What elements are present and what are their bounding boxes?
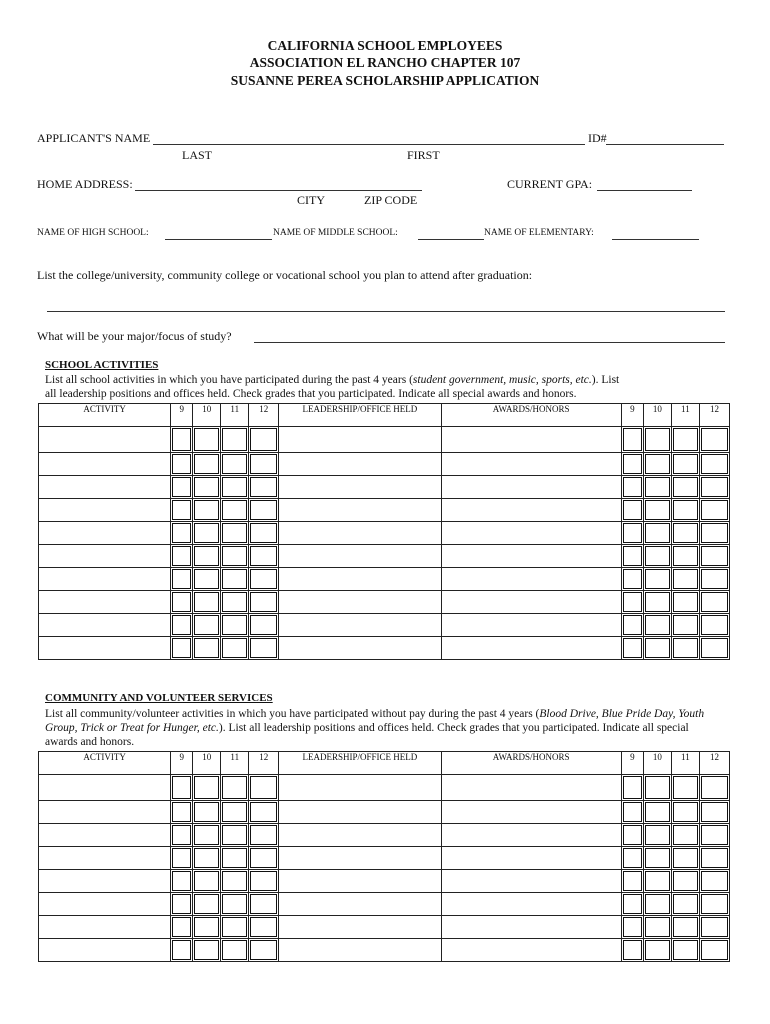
awards-grade-11-header: 11 bbox=[671, 404, 699, 427]
grade-checkbox[interactable] bbox=[193, 939, 221, 962]
grade-checkbox[interactable] bbox=[671, 591, 699, 614]
grade-checkbox[interactable] bbox=[699, 545, 729, 568]
grade-checkbox[interactable] bbox=[193, 427, 221, 453]
grade-checkbox[interactable] bbox=[621, 801, 643, 824]
leadership-header: LEADERSHIP/OFFICE HELD bbox=[279, 752, 441, 775]
grade-checkbox[interactable] bbox=[643, 453, 671, 476]
leadership-cell[interactable] bbox=[279, 916, 441, 939]
community-services-table bbox=[38, 751, 730, 962]
grade-checkbox[interactable] bbox=[221, 568, 249, 591]
grade-checkbox[interactable] bbox=[171, 801, 193, 824]
grade-checkbox[interactable] bbox=[699, 893, 729, 916]
activity-cell[interactable] bbox=[39, 568, 171, 591]
grade-checkbox[interactable] bbox=[671, 939, 699, 962]
grade-checkbox[interactable] bbox=[249, 801, 279, 824]
table-row bbox=[39, 824, 730, 847]
grade-checkbox[interactable] bbox=[699, 637, 729, 660]
activity-cell[interactable] bbox=[39, 916, 171, 939]
grade-checkbox[interactable] bbox=[171, 427, 193, 453]
grade-checkbox[interactable] bbox=[249, 870, 279, 893]
activity-cell[interactable] bbox=[39, 545, 171, 568]
grade-checkbox[interactable] bbox=[699, 453, 729, 476]
grade-checkbox[interactable] bbox=[171, 568, 193, 591]
grade-checkbox[interactable] bbox=[671, 916, 699, 939]
leadership-cell[interactable] bbox=[279, 939, 441, 962]
grade-checkbox[interactable] bbox=[621, 893, 643, 916]
form-title-line-1: CALIFORNIA SCHOOL EMPLOYEES bbox=[267, 38, 503, 53]
grade-checkbox[interactable] bbox=[171, 499, 193, 522]
grade-checkbox[interactable] bbox=[193, 916, 221, 939]
grade-checkbox[interactable] bbox=[249, 939, 279, 962]
grade-checkbox[interactable] bbox=[171, 591, 193, 614]
grade-checkbox[interactable] bbox=[171, 545, 193, 568]
grade-checkbox[interactable] bbox=[643, 476, 671, 499]
grade-checkbox[interactable] bbox=[699, 939, 729, 962]
applicant-name-label: APPLICANT'S NAME bbox=[37, 131, 151, 145]
grade-checkbox[interactable] bbox=[249, 847, 279, 870]
grade-checkbox[interactable] bbox=[249, 824, 279, 847]
grade-11-header: 11 bbox=[221, 404, 249, 427]
table-row bbox=[39, 637, 730, 660]
leadership-cell[interactable] bbox=[279, 637, 441, 660]
leadership-cell[interactable] bbox=[279, 591, 441, 614]
grade-checkbox[interactable] bbox=[249, 637, 279, 660]
grade-checkbox[interactable] bbox=[221, 427, 249, 453]
grade-checkbox[interactable] bbox=[193, 453, 221, 476]
awards-cell[interactable] bbox=[441, 637, 621, 660]
awards-cell[interactable] bbox=[441, 847, 621, 870]
applicant-name-field[interactable] bbox=[153, 144, 585, 145]
table-row bbox=[39, 427, 730, 453]
city-caption: CITY bbox=[297, 193, 325, 207]
grade-checkbox[interactable] bbox=[221, 824, 249, 847]
middle-school-field[interactable] bbox=[418, 239, 484, 240]
grade-checkbox[interactable] bbox=[249, 614, 279, 637]
grade-checkbox[interactable] bbox=[621, 545, 643, 568]
grade-checkbox[interactable] bbox=[621, 775, 643, 801]
grade-checkbox[interactable] bbox=[249, 568, 279, 591]
activity-cell[interactable] bbox=[39, 824, 171, 847]
grade-10-header: 10 bbox=[193, 752, 221, 775]
awards-cell[interactable] bbox=[441, 614, 621, 637]
grade-checkbox[interactable] bbox=[671, 847, 699, 870]
grade-checkbox[interactable] bbox=[621, 824, 643, 847]
awards-cell[interactable] bbox=[441, 499, 621, 522]
leadership-cell[interactable] bbox=[279, 893, 441, 916]
leadership-cell[interactable] bbox=[279, 824, 441, 847]
grade-checkbox[interactable] bbox=[249, 453, 279, 476]
grade-checkbox[interactable] bbox=[221, 801, 249, 824]
grade-checkbox[interactable] bbox=[193, 893, 221, 916]
elementary-field[interactable] bbox=[612, 239, 699, 240]
grade-checkbox[interactable] bbox=[643, 824, 671, 847]
activity-cell[interactable] bbox=[39, 522, 171, 545]
major-question: What will be your major/focus of study? bbox=[37, 329, 232, 343]
activity-cell[interactable] bbox=[39, 614, 171, 637]
grade-checkbox[interactable] bbox=[643, 637, 671, 660]
grade-checkbox[interactable] bbox=[699, 591, 729, 614]
grade-9-header: 9 bbox=[171, 404, 193, 427]
grade-checkbox[interactable] bbox=[621, 453, 643, 476]
table-row bbox=[39, 801, 730, 824]
grade-checkbox[interactable] bbox=[193, 499, 221, 522]
leadership-cell[interactable] bbox=[279, 545, 441, 568]
grade-checkbox[interactable] bbox=[621, 637, 643, 660]
awards-cell[interactable] bbox=[441, 939, 621, 962]
home-address-label: HOME ADDRESS: bbox=[37, 177, 133, 191]
awards-cell[interactable] bbox=[441, 568, 621, 591]
grade-checkbox[interactable] bbox=[671, 801, 699, 824]
grade-checkbox[interactable] bbox=[621, 614, 643, 637]
grade-checkbox[interactable] bbox=[643, 870, 671, 893]
grade-checkbox[interactable] bbox=[699, 499, 729, 522]
awards-grade-9-header: 9 bbox=[621, 404, 643, 427]
grade-checkbox[interactable] bbox=[171, 870, 193, 893]
high-school-label: NAME OF HIGH SCHOOL: bbox=[37, 228, 149, 238]
grade-12-header: 12 bbox=[249, 404, 279, 427]
grade-checkbox[interactable] bbox=[193, 568, 221, 591]
grade-11-header: 11 bbox=[221, 752, 249, 775]
grade-checkbox[interactable] bbox=[221, 893, 249, 916]
grade-checkbox[interactable] bbox=[249, 545, 279, 568]
grade-checkbox[interactable] bbox=[193, 545, 221, 568]
grade-checkbox[interactable] bbox=[621, 916, 643, 939]
activity-cell[interactable] bbox=[39, 427, 171, 453]
grade-checkbox[interactable] bbox=[671, 476, 699, 499]
grade-checkbox[interactable] bbox=[643, 775, 671, 801]
grade-checkbox[interactable] bbox=[699, 916, 729, 939]
grade-checkbox[interactable] bbox=[249, 775, 279, 801]
grade-checkbox[interactable] bbox=[621, 591, 643, 614]
activity-cell[interactable] bbox=[39, 801, 171, 824]
awards-header: AWARDS/HONORS bbox=[441, 404, 621, 427]
grade-checkbox[interactable] bbox=[221, 522, 249, 545]
grade-checkbox[interactable] bbox=[171, 847, 193, 870]
grade-checkbox[interactable] bbox=[249, 893, 279, 916]
activity-cell[interactable] bbox=[39, 476, 171, 499]
grade-checkbox[interactable] bbox=[699, 614, 729, 637]
table-row bbox=[39, 476, 730, 499]
awards-cell[interactable] bbox=[441, 801, 621, 824]
grade-checkbox[interactable] bbox=[671, 499, 699, 522]
table-row bbox=[39, 499, 730, 522]
leadership-cell[interactable] bbox=[279, 870, 441, 893]
activity-cell[interactable] bbox=[39, 939, 171, 962]
zip-code-caption: ZIP CODE bbox=[364, 193, 418, 207]
grade-checkbox[interactable] bbox=[221, 545, 249, 568]
table-row bbox=[39, 893, 730, 916]
grade-checkbox[interactable] bbox=[171, 775, 193, 801]
leadership-cell[interactable] bbox=[279, 427, 441, 453]
awards-cell[interactable] bbox=[441, 916, 621, 939]
high-school-field[interactable] bbox=[165, 239, 272, 240]
grade-checkbox[interactable] bbox=[699, 775, 729, 801]
school-activities-title: SCHOOL ACTIVITIES bbox=[45, 359, 159, 371]
awards-grade-9-header: 9 bbox=[621, 752, 643, 775]
first-name-caption: FIRST bbox=[407, 148, 440, 162]
grade-checkbox[interactable] bbox=[699, 522, 729, 545]
grade-checkbox[interactable] bbox=[671, 893, 699, 916]
grade-checkbox[interactable] bbox=[671, 453, 699, 476]
grade-checkbox[interactable] bbox=[171, 916, 193, 939]
grade-checkbox[interactable] bbox=[221, 453, 249, 476]
grade-checkbox[interactable] bbox=[643, 545, 671, 568]
grade-checkbox[interactable] bbox=[221, 499, 249, 522]
grade-checkbox[interactable] bbox=[171, 614, 193, 637]
grade-checkbox[interactable] bbox=[221, 775, 249, 801]
gpa-field[interactable] bbox=[597, 190, 692, 191]
grade-checkbox[interactable] bbox=[621, 939, 643, 962]
awards-cell[interactable] bbox=[441, 427, 621, 453]
grade-checkbox[interactable] bbox=[621, 476, 643, 499]
table-row bbox=[39, 916, 730, 939]
awards-cell[interactable] bbox=[441, 591, 621, 614]
grade-checkbox[interactable] bbox=[671, 427, 699, 453]
grade-checkbox[interactable] bbox=[193, 476, 221, 499]
grade-checkbox[interactable] bbox=[171, 824, 193, 847]
college-answer-field[interactable] bbox=[47, 311, 725, 312]
grade-checkbox[interactable] bbox=[621, 427, 643, 453]
activity-header: ACTIVITY bbox=[39, 752, 171, 775]
grade-checkbox[interactable] bbox=[193, 847, 221, 870]
grade-checkbox[interactable] bbox=[221, 870, 249, 893]
grade-checkbox[interactable] bbox=[643, 847, 671, 870]
grade-checkbox[interactable] bbox=[699, 476, 729, 499]
grade-checkbox[interactable] bbox=[171, 939, 193, 962]
leadership-cell[interactable] bbox=[279, 568, 441, 591]
id-field[interactable] bbox=[606, 144, 724, 145]
awards-cell[interactable] bbox=[441, 545, 621, 568]
grade-checkbox[interactable] bbox=[643, 939, 671, 962]
awards-grade-11-header: 11 bbox=[671, 752, 699, 775]
awards-cell[interactable] bbox=[441, 893, 621, 916]
grade-checkbox[interactable] bbox=[621, 847, 643, 870]
grade-checkbox[interactable] bbox=[221, 637, 249, 660]
grade-checkbox[interactable] bbox=[643, 522, 671, 545]
grade-checkbox[interactable] bbox=[171, 893, 193, 916]
form-title-line-2: ASSOCIATION EL RANCHO CHAPTER 107 bbox=[249, 55, 521, 70]
college-question: List the college/university, community college or vocational school you plan to attend after graduation: bbox=[37, 268, 533, 282]
grade-checkbox[interactable] bbox=[671, 545, 699, 568]
awards-cell[interactable] bbox=[441, 476, 621, 499]
grade-checkbox[interactable] bbox=[193, 801, 221, 824]
activity-cell[interactable] bbox=[39, 893, 171, 916]
table-row bbox=[39, 591, 730, 614]
awards-grade-10-header: 10 bbox=[643, 404, 671, 427]
activity-cell[interactable] bbox=[39, 870, 171, 893]
grade-checkbox[interactable] bbox=[621, 522, 643, 545]
table-row bbox=[39, 614, 730, 637]
grade-checkbox[interactable] bbox=[621, 499, 643, 522]
grade-checkbox[interactable] bbox=[671, 775, 699, 801]
grade-checkbox[interactable] bbox=[699, 847, 729, 870]
grade-checkbox[interactable] bbox=[621, 870, 643, 893]
grade-12-header: 12 bbox=[249, 752, 279, 775]
grade-checkbox[interactable] bbox=[221, 916, 249, 939]
awards-cell[interactable] bbox=[441, 870, 621, 893]
grade-checkbox[interactable] bbox=[249, 591, 279, 614]
grade-checkbox[interactable] bbox=[699, 427, 729, 453]
awards-cell[interactable] bbox=[441, 824, 621, 847]
grade-checkbox[interactable] bbox=[671, 824, 699, 847]
leadership-cell[interactable] bbox=[279, 614, 441, 637]
grade-checkbox[interactable] bbox=[171, 522, 193, 545]
table-row bbox=[39, 522, 730, 545]
activity-cell[interactable] bbox=[39, 775, 171, 801]
awards-grade-12-header: 12 bbox=[699, 404, 729, 427]
grade-checkbox[interactable] bbox=[221, 939, 249, 962]
home-address-field[interactable] bbox=[135, 190, 422, 191]
grade-checkbox[interactable] bbox=[621, 568, 643, 591]
community-services-instructions: List all community/volunteer activities in which you have participated without pay during the past 4 years (Blood Drive, Blue Pride Day, Youth Group, Trick or Treat for Hunger, etc.). List all leadership positions and offices held. Check grades that you participated. Indicate all special awards and honors. bbox=[45, 708, 705, 748]
grade-checkbox[interactable] bbox=[193, 637, 221, 660]
awards-cell[interactable] bbox=[441, 522, 621, 545]
activity-header: ACTIVITY bbox=[39, 404, 171, 427]
community-services-title: COMMUNITY AND VOLUNTEER SERVICES bbox=[45, 692, 273, 704]
table-row bbox=[39, 568, 730, 591]
last-name-caption: LAST bbox=[182, 148, 212, 162]
grade-checkbox[interactable] bbox=[249, 427, 279, 453]
table-row bbox=[39, 453, 730, 476]
grade-checkbox[interactable] bbox=[699, 801, 729, 824]
grade-checkbox[interactable] bbox=[643, 614, 671, 637]
grade-checkbox[interactable] bbox=[699, 824, 729, 847]
awards-grade-10-header: 10 bbox=[643, 752, 671, 775]
grade-checkbox[interactable] bbox=[171, 476, 193, 499]
grade-checkbox[interactable] bbox=[249, 476, 279, 499]
grade-checkbox[interactable] bbox=[193, 591, 221, 614]
leadership-cell[interactable] bbox=[279, 499, 441, 522]
grade-9-header: 9 bbox=[171, 752, 193, 775]
grade-checkbox[interactable] bbox=[671, 637, 699, 660]
grade-checkbox[interactable] bbox=[699, 568, 729, 591]
id-label: ID# bbox=[588, 131, 607, 145]
leadership-cell[interactable] bbox=[279, 522, 441, 545]
awards-header: AWARDS/HONORS bbox=[441, 752, 621, 775]
leadership-cell[interactable] bbox=[279, 847, 441, 870]
leadership-cell[interactable] bbox=[279, 453, 441, 476]
grade-checkbox[interactable] bbox=[671, 870, 699, 893]
grade-checkbox[interactable] bbox=[643, 568, 671, 591]
grade-checkbox[interactable] bbox=[671, 522, 699, 545]
gpa-label: CURRENT GPA: bbox=[507, 177, 593, 191]
leadership-cell[interactable] bbox=[279, 476, 441, 499]
middle-school-label: NAME OF MIDDLE SCHOOL: bbox=[273, 228, 398, 238]
grade-checkbox[interactable] bbox=[699, 870, 729, 893]
grade-checkbox[interactable] bbox=[643, 893, 671, 916]
grade-checkbox[interactable] bbox=[221, 847, 249, 870]
table-row bbox=[39, 775, 730, 801]
leadership-header: LEADERSHIP/OFFICE HELD bbox=[279, 404, 441, 427]
grade-checkbox[interactable] bbox=[171, 637, 193, 660]
table-row bbox=[39, 939, 730, 962]
grade-checkbox[interactable] bbox=[193, 614, 221, 637]
table-row bbox=[39, 545, 730, 568]
awards-cell[interactable] bbox=[441, 775, 621, 801]
grade-checkbox[interactable] bbox=[671, 614, 699, 637]
leadership-cell[interactable] bbox=[279, 775, 441, 801]
activity-cell[interactable] bbox=[39, 499, 171, 522]
activity-cell[interactable] bbox=[39, 847, 171, 870]
grade-10-header: 10 bbox=[193, 404, 221, 427]
school-activities-instructions: List all school activities in which you have participated during the past 4 years (student government, music, sports, etc.). List all leadership positions and offices held. Check grades that you participated. Indicate all special awards and honors. bbox=[45, 374, 620, 400]
awards-grade-12-header: 12 bbox=[699, 752, 729, 775]
form-title-line-3: SUSANNE PEREA SCHOLARSHIP APPLICATION bbox=[230, 73, 540, 88]
awards-cell[interactable] bbox=[441, 453, 621, 476]
grade-checkbox[interactable] bbox=[221, 614, 249, 637]
grade-checkbox[interactable] bbox=[249, 499, 279, 522]
grade-checkbox[interactable] bbox=[193, 870, 221, 893]
activity-cell[interactable] bbox=[39, 637, 171, 660]
grade-checkbox[interactable] bbox=[671, 568, 699, 591]
leadership-cell[interactable] bbox=[279, 801, 441, 824]
grade-checkbox[interactable] bbox=[193, 775, 221, 801]
grade-checkbox[interactable] bbox=[643, 427, 671, 453]
activity-cell[interactable] bbox=[39, 591, 171, 614]
grade-checkbox[interactable] bbox=[643, 591, 671, 614]
table-row bbox=[39, 870, 730, 893]
grade-checkbox[interactable] bbox=[643, 499, 671, 522]
activity-cell[interactable] bbox=[39, 453, 171, 476]
grade-checkbox[interactable] bbox=[193, 824, 221, 847]
elementary-label: NAME OF ELEMENTARY: bbox=[484, 228, 594, 238]
school-activities-table bbox=[38, 403, 730, 660]
grade-checkbox[interactable] bbox=[643, 916, 671, 939]
grade-checkbox[interactable] bbox=[221, 476, 249, 499]
grade-checkbox[interactable] bbox=[249, 522, 279, 545]
grade-checkbox[interactable] bbox=[221, 591, 249, 614]
grade-checkbox[interactable] bbox=[643, 801, 671, 824]
table-row bbox=[39, 847, 730, 870]
grade-checkbox[interactable] bbox=[193, 522, 221, 545]
grade-checkbox[interactable] bbox=[249, 916, 279, 939]
major-answer-field[interactable] bbox=[254, 342, 725, 343]
grade-checkbox[interactable] bbox=[171, 453, 193, 476]
